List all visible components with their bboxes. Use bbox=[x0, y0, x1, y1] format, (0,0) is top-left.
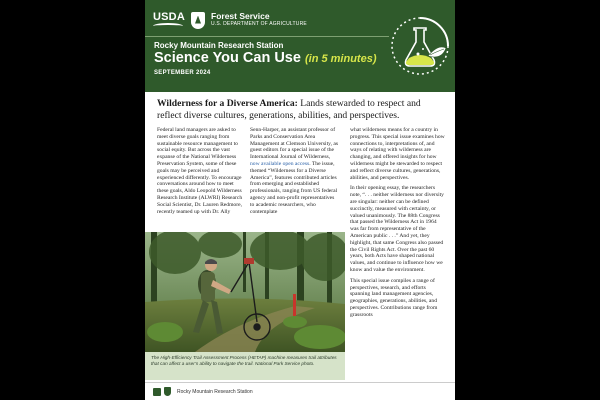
forest-service-shield-icon bbox=[191, 12, 205, 29]
body-column-1 bbox=[157, 127, 245, 219]
header-banner bbox=[145, 0, 455, 92]
agency-name-block bbox=[211, 12, 307, 28]
usda-logo bbox=[153, 11, 185, 29]
usda-logo-arc bbox=[153, 23, 183, 29]
department-name: U.S. DEPARTMENT OF AGRICULTURE bbox=[211, 21, 307, 27]
publication-date: SEPTEMBER 2024 bbox=[154, 70, 211, 76]
body-column-3 bbox=[350, 127, 445, 323]
column-3-paragraph-1: what wilderness means for a country in progress. This special issue examines how connections to, interpretations of, and ways of relating with wilderness are changing, and offered insights for how wilderness might be stewarded to respect and reflect diverse cultures, generations, abilities, and perspectives. bbox=[350, 127, 445, 181]
column-2-text-after: . The issue, themed “Wilderness for a Diverse America”, features contributed articles from emerging and established professionals, ranging from US federal agency and non-profit representatives to academic researchers, who contemplate bbox=[250, 160, 338, 215]
column-3-paragraph-2: In their opening essay, the researchers note, “. . . neither wilderness nor diversity are singular: neither can be defined succinctly, measured with certainty, or valued unanimously. The 88th Congress that passed the Wilderness Act in 1964 was far from representative of the American public . . .” And yet, they highlight, that same Congress also passed the Civil Rights Act. Over the past 60 years, both Acts have shaped national values, and continue to influence how we know and value the environment. bbox=[350, 185, 444, 273]
column-2-text-before: Senn-Harper, an assistant professor of Parks and Conservation Area Management at Clemson University, as guest editors for a special issue of the International Journal of Wilderness, bbox=[250, 127, 339, 161]
headline-bold: Wilderness for a Diverse America: bbox=[157, 98, 298, 109]
footer-shield-icon bbox=[164, 387, 171, 396]
open-access-link[interactable]: now available open access bbox=[250, 160, 310, 167]
column-1-text: Federal land managers are asked to meet diverse goals ranging from sustainable resource management to social equity. But across the vast expanse of the National Wilderness Preservation System, some of these goals may be perceived and experienced differently. To encourage conversations around how to meet these goals, Aldo Leopold Wilderness Research Institute (ALWRI) Research Social Scientist, Dr. Lauren Redmore, recently teamed up with Dr. Ally bbox=[157, 127, 243, 215]
flask-clock-icon bbox=[388, 14, 452, 78]
header-divider bbox=[145, 36, 389, 37]
publication-title bbox=[154, 50, 377, 66]
footer-usda-icon bbox=[153, 388, 161, 396]
trail-assessment-photo bbox=[145, 232, 345, 352]
column-2-paragraph bbox=[250, 127, 340, 215]
usda-logo-text: USDA bbox=[153, 11, 185, 23]
publication-title-main: Science You Can Use bbox=[154, 50, 301, 66]
agency-name: Forest Service bbox=[211, 11, 270, 21]
station-name: Rocky Mountain Research Station bbox=[154, 41, 284, 50]
photo-caption: The High-Efficiency Trail Assessment Process (HETAP) machine measures trail attributes that can affect a user’s ability to navigate the trail. National Park Service photo. bbox=[145, 352, 345, 380]
document-page bbox=[145, 0, 455, 400]
footer-station-name: Rocky Mountain Research Station bbox=[177, 388, 253, 395]
agency-logos bbox=[153, 8, 307, 32]
headline-rest: Lands stewarded to respect and reflect diverse cultures, generations, abilities, and perspectives. bbox=[157, 98, 421, 121]
page-footer bbox=[145, 382, 455, 400]
publication-title-italic: (in 5 minutes) bbox=[304, 53, 377, 65]
article-headline bbox=[157, 98, 447, 121]
body-column-2 bbox=[250, 127, 340, 219]
column-3-paragraph-3: This special issue compiles a range of perspectives, research, and efforts spanning land management agencies, geographies, generations, abilities, and perspectives. Contributions range from grassroots bbox=[350, 277, 438, 318]
